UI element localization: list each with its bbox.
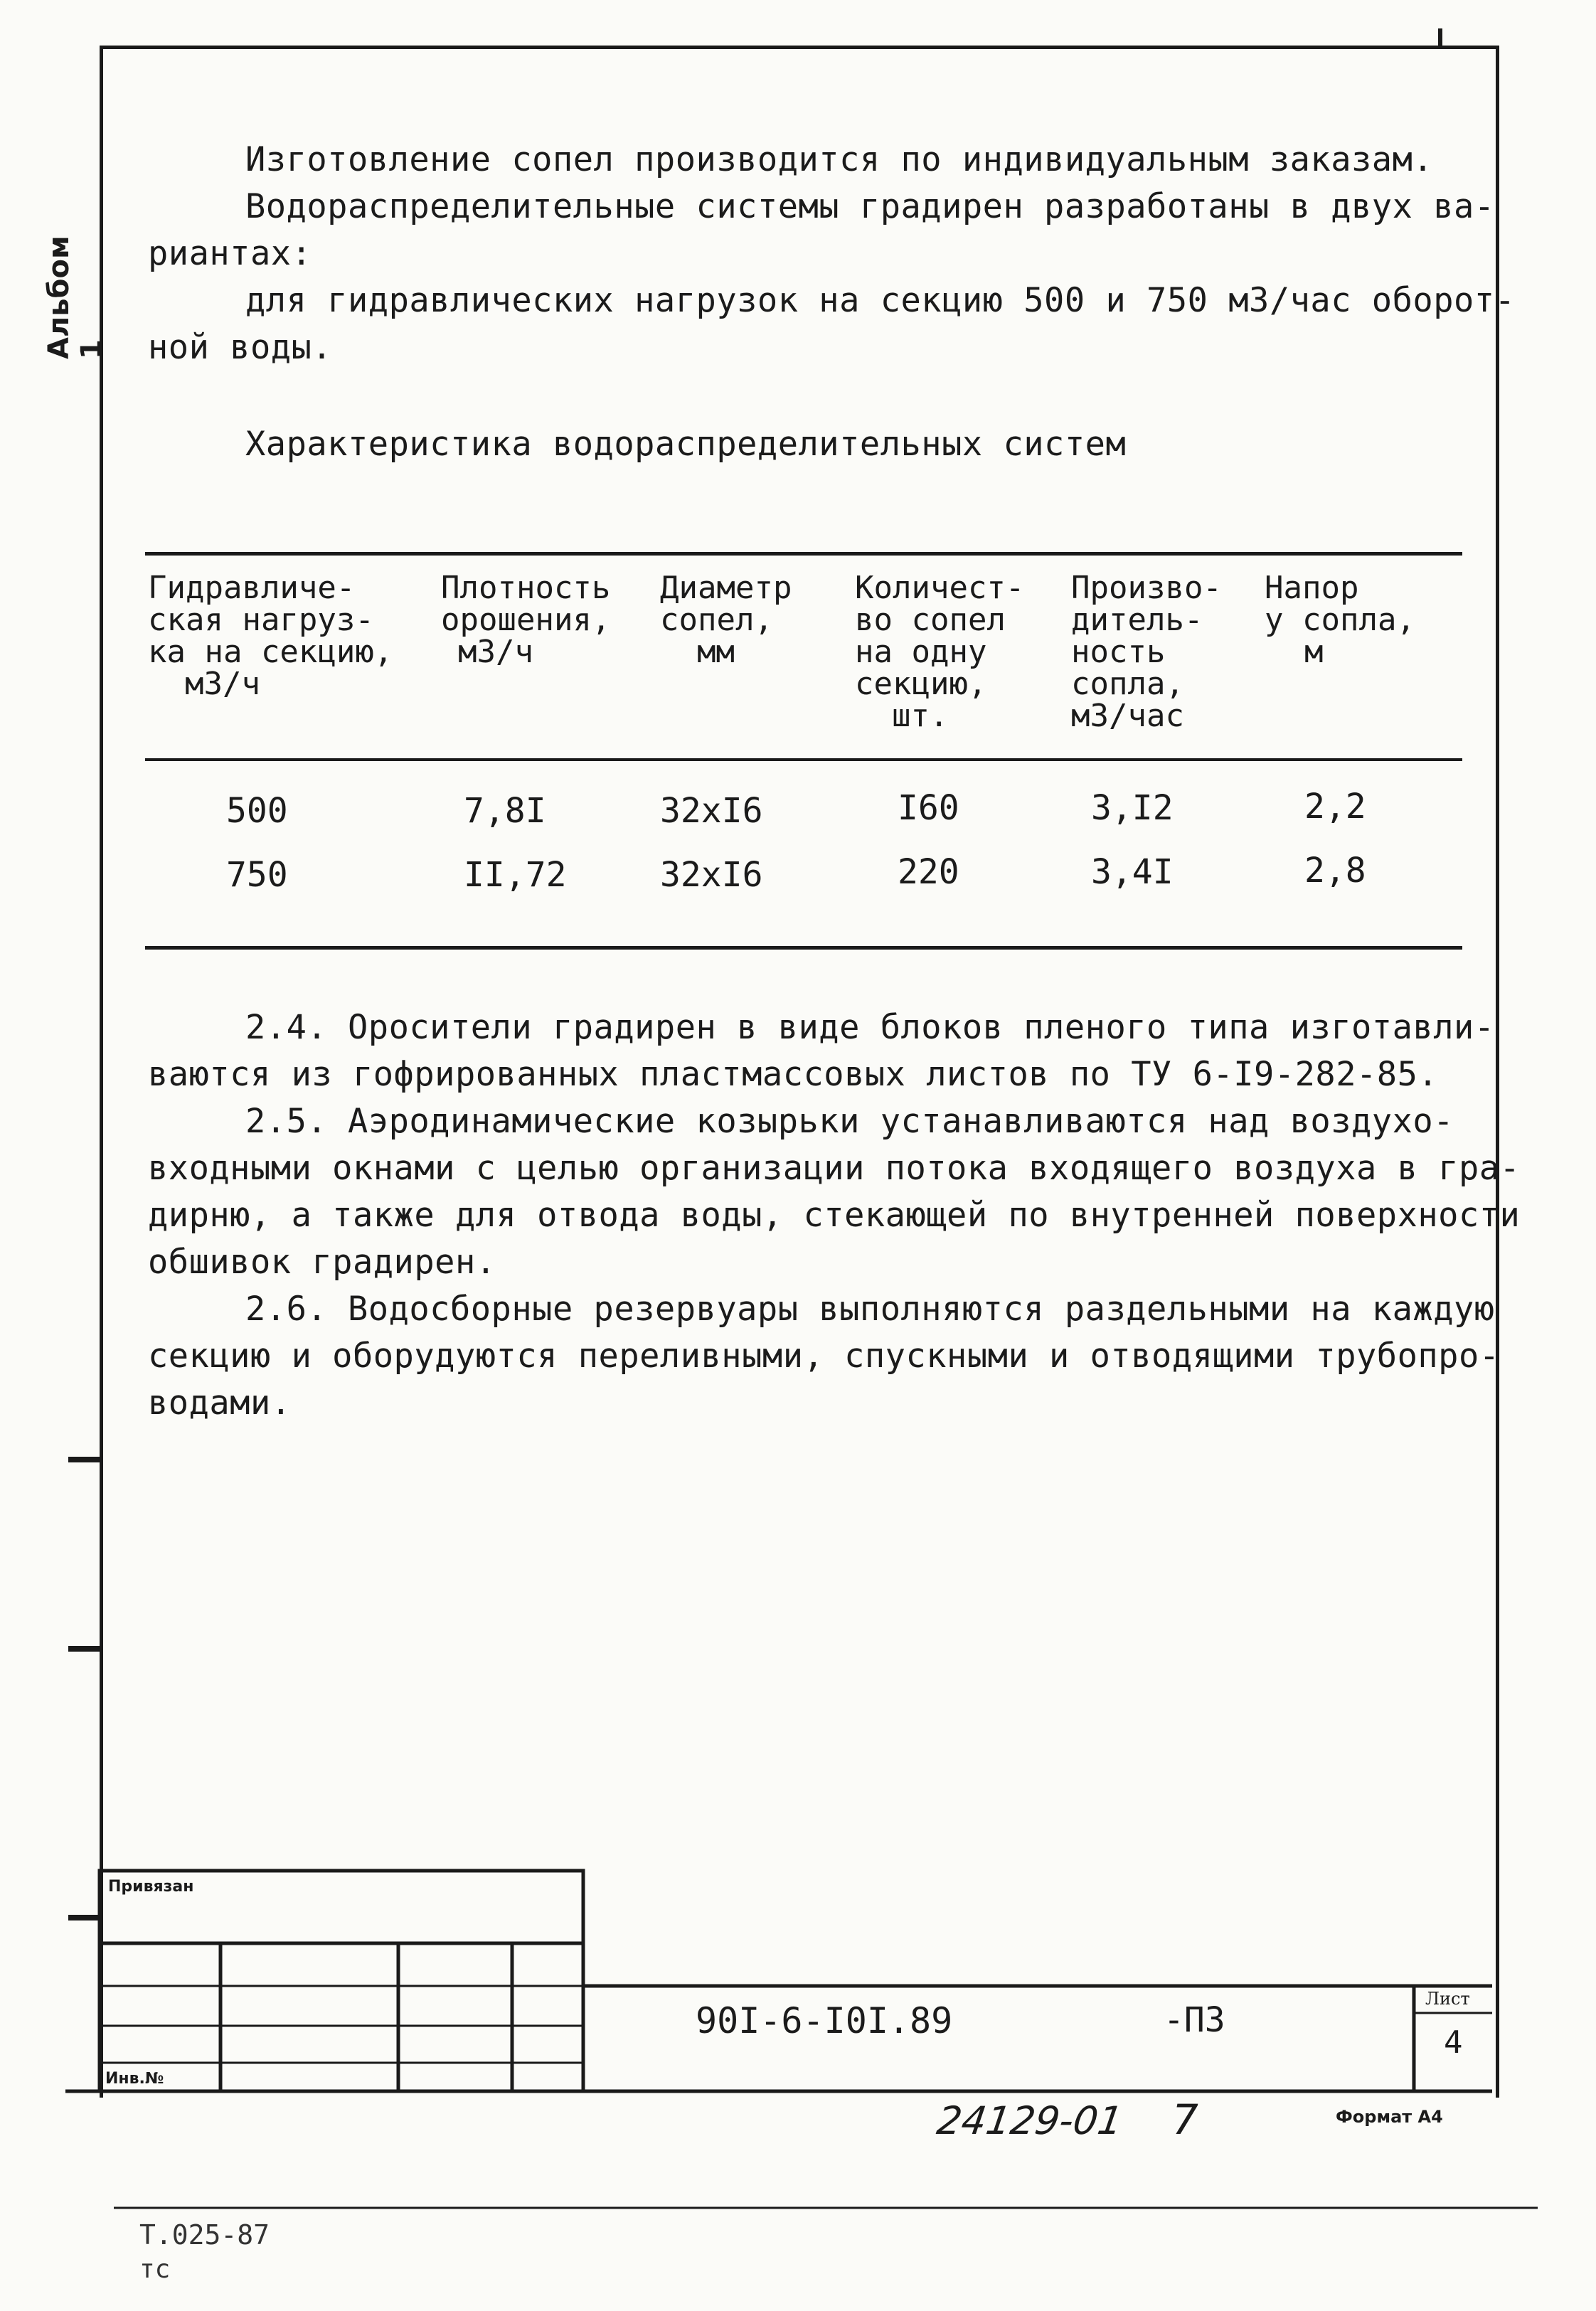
table-cell: 220 [898,852,959,892]
table-cell: 32xI6 [660,855,763,895]
paragraph: секцию и оборудуются переливными, спускными и отводящими трубопро- [148,1337,1500,1376]
stamp-inv-label: Инв.№ [105,2070,164,2088]
paragraph: риантах: [148,234,312,273]
table-cell: 2,2 [1304,787,1366,827]
table-cell: 750 [226,855,288,895]
table-header-hydraulic-load: Гидравличе- ская нагруз- ка на секцию, м3/ч [148,570,393,702]
table-header-nozzle-capacity: Произво- дитель- ность сопла, м3/час [1071,570,1222,734]
paragraph: обшивок градирен. [148,1243,496,1282]
table-header-irrigation-density: Плотность орошения, м3/ч [441,570,611,670]
paragraph: 2.6. Водосборные резервуары выполняются раздельными на каждую [245,1290,1495,1329]
sheet-number: 4 [1444,2024,1463,2061]
document-suffix: -ПЗ [1164,2000,1225,2040]
table-cell: 500 [226,791,288,831]
table-caption: Характеристика водораспределительных систем [245,425,1127,464]
paragraph: для гидравлических нагрузок на секцию 500 и 750 м3/час оборот- [245,281,1516,320]
paragraph: ной воды. [148,328,333,367]
paragraph: 2.4. Оросители градирен в виде блоков пленого типа изготавли- [245,1008,1495,1047]
format-label: Формат А4 [1336,2107,1443,2127]
paragraph: входными окнами с целью организации потока входящего воздуха в гра- [148,1149,1521,1188]
table-cell: I60 [898,788,959,828]
handwritten-page: 7 [1172,2095,1198,2144]
paragraph: 2.5. Аэродинамические козырьки устанавливаются над воздухо- [245,1102,1454,1141]
table-cell: 2,8 [1304,851,1366,891]
paragraph: дирню, а также для отвода воды, стекающей по внутренней поверхности [148,1196,1521,1235]
paragraph: ваются из гофрированных пластмассовых листов по ТУ 6-I9-282-85. [148,1055,1439,1094]
paragraph: Изготовление сопел производится по индивидуальным заказам. [245,140,1434,179]
tc-mark: тс [139,2255,171,2284]
table-cell: 3,4I [1091,852,1174,892]
table-cell: 3,I2 [1091,788,1174,828]
table-cell: 32xI6 [660,791,763,831]
table-cell: 7,8I [464,791,546,831]
form-code: Т.025-87 [139,2219,270,2251]
sheet-label: Лист [1425,1989,1470,2009]
document-code: 90I-6-I0I.89 [696,2000,953,2041]
handwritten-number: 24129-01 [934,2098,1126,2143]
paragraph: Водораспределительные системы градирен разработаны в двух ва- [245,187,1495,226]
table-cell: II,72 [464,855,567,895]
side-label: Альбом 1 [43,235,108,359]
paragraph: водами. [148,1383,292,1423]
table-header-nozzle-count: Количест- во сопел на одну секцию, шт. [855,570,1025,734]
table-header-nozzle-head: Напор у сопла, м [1265,570,1415,670]
table-header-nozzle-diameter: Диаметр сопел, мм [660,570,792,670]
stamp-privyazan-label: Привязан [108,1878,194,1896]
